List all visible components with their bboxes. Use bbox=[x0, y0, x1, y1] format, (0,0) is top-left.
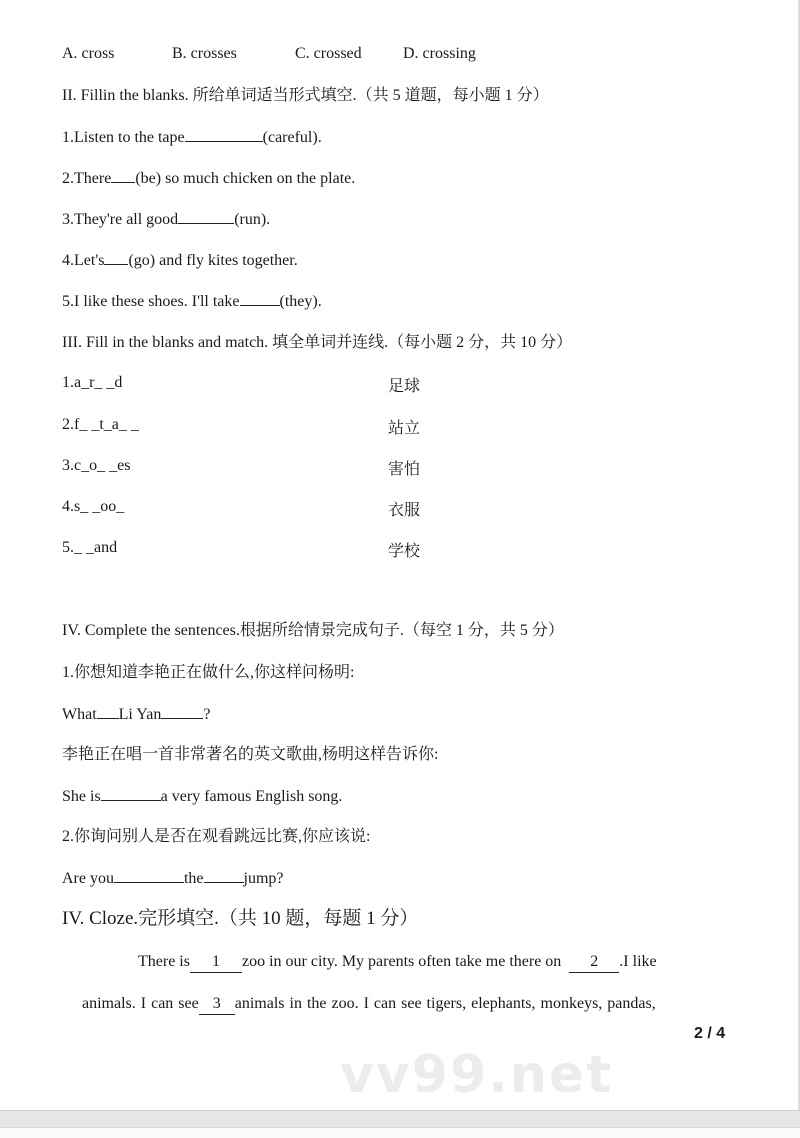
fill-item-3 bbox=[62, 209, 270, 230]
item-text: 2.There bbox=[62, 170, 112, 187]
fill-item-5 bbox=[62, 291, 322, 312]
blank bbox=[178, 209, 234, 224]
item-hint: (go) and fly kites together. bbox=[128, 252, 298, 269]
cloze-text: There is bbox=[138, 953, 190, 970]
match-word-4: 4.s_ _oo_ bbox=[62, 498, 125, 515]
cloze-blank-2: 2 bbox=[569, 952, 619, 973]
situation-1b: 李艳正在唱一首非常著名的英文歌曲,杨明这样告诉你: bbox=[62, 746, 439, 763]
match-word-5: 5._ _and bbox=[62, 539, 118, 556]
blank bbox=[185, 127, 263, 142]
option-d: D. crossing bbox=[403, 45, 476, 62]
page-number: 2 / 4 bbox=[694, 1025, 726, 1042]
match-meaning-3: 害怕 bbox=[388, 459, 421, 478]
cloze-text: .I like bbox=[619, 953, 657, 970]
watermark: vv99.net bbox=[340, 1045, 614, 1105]
cloze-line-2 bbox=[82, 994, 656, 1015]
options-row bbox=[62, 44, 513, 64]
cloze-text: animals in the zoo. I can see tigers, elephants, monkeys, pandas, bbox=[234, 995, 656, 1012]
answer-text: jump? bbox=[243, 870, 284, 887]
answer-text: ? bbox=[203, 706, 211, 723]
section4-heading: IV. Complete the sentences.根据所给情景完成句子.（每空 1 分，共 5 分） bbox=[62, 622, 564, 639]
fill-item-1 bbox=[62, 127, 322, 148]
cloze-blank-3: 3 bbox=[199, 994, 235, 1015]
match-meaning-4: 衣服 bbox=[388, 500, 421, 519]
item-hint: (be) so much chicken on the plate. bbox=[135, 170, 356, 187]
blank bbox=[161, 704, 203, 719]
answer-text: She is bbox=[62, 788, 101, 805]
item-text: 4.Let's bbox=[62, 252, 105, 269]
item-text: 3.They're all good bbox=[62, 211, 179, 228]
blank bbox=[240, 291, 280, 306]
section2-heading: II. Fillin the blanks. 所给单词适当形式填空.（共 5 道题，每小题 1 分） bbox=[62, 87, 549, 104]
match-meaning-1: 足球 bbox=[388, 376, 421, 395]
blank bbox=[114, 868, 184, 883]
blank bbox=[104, 250, 128, 265]
answer-text: What bbox=[62, 706, 97, 723]
option-c: C. crossed bbox=[295, 45, 362, 62]
option-b: B. crosses bbox=[172, 45, 237, 62]
answer-text: Li Yan bbox=[118, 706, 162, 723]
fill-item-4 bbox=[62, 250, 298, 271]
answer-1 bbox=[62, 704, 210, 725]
match-meaning-5: 学校 bbox=[388, 541, 421, 560]
fill-item-2 bbox=[62, 168, 355, 189]
item-text: 1.Listen to the tape bbox=[62, 129, 185, 146]
next-page-edge bbox=[0, 1127, 800, 1138]
section3-heading: III. Fill in the blanks and match. 填全单词并连线.（每小题 2 分，共 10 分） bbox=[62, 334, 573, 351]
situation-2: 2.你询问别人是否在观看跳远比赛,你应该说: bbox=[62, 828, 371, 845]
blank bbox=[204, 868, 244, 883]
answer-2 bbox=[62, 868, 284, 889]
match-word-2: 2.f_ _t_a_ _ bbox=[62, 416, 139, 433]
section5-heading: IV. Cloze.完形填空.（共 10 题，每题 1 分） bbox=[62, 908, 419, 929]
item-hint: (careful). bbox=[262, 129, 322, 146]
answer-text: a very famous English song. bbox=[160, 788, 343, 805]
cloze-text: zoo in our city. My parents often take me there on bbox=[241, 953, 562, 970]
blank bbox=[111, 168, 135, 183]
item-hint: (run). bbox=[234, 211, 271, 228]
match-meaning-2: 站立 bbox=[388, 418, 421, 437]
cloze-blank-1: 1 bbox=[190, 952, 242, 973]
match-word-3: 3.c_o_ _es bbox=[62, 457, 131, 474]
item-text: 5.I like these shoes. I'll take bbox=[62, 293, 240, 310]
situation-1: 1.你想知道李艳正在做什么,你这样问杨明: bbox=[62, 664, 355, 681]
answer-text: the bbox=[183, 870, 204, 887]
item-hint: (they). bbox=[279, 293, 322, 310]
answer-text: Are you bbox=[62, 870, 114, 887]
option-a: A. cross bbox=[62, 45, 115, 62]
cloze-text: animals. I can see bbox=[82, 995, 199, 1012]
blank bbox=[97, 704, 119, 719]
match-word-1: 1.a_r_ _d bbox=[62, 374, 123, 391]
cloze-line-1 bbox=[138, 952, 657, 973]
blank bbox=[101, 786, 161, 801]
answer-1b bbox=[62, 786, 342, 807]
